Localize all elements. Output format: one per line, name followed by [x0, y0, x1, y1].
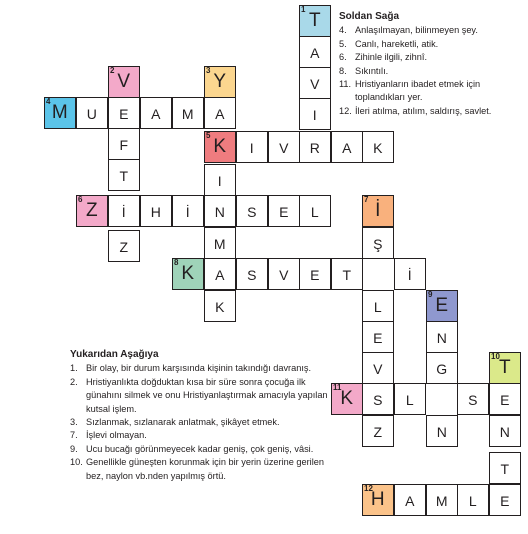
cell-letter: F: [119, 137, 129, 153]
grid-cell[interactable]: [204, 97, 236, 129]
cell-letter: N: [214, 204, 226, 220]
clue-number: 3: [206, 66, 211, 75]
cell-letter: A: [405, 493, 415, 509]
clue-number: 9: [428, 290, 433, 299]
grid-cell[interactable]: [108, 128, 140, 160]
cell-letter: S: [247, 204, 257, 220]
cell-letter: K: [181, 263, 195, 284]
cell-letter: V: [279, 140, 289, 156]
cell-letter: İ: [407, 267, 413, 283]
clue-number: 11: [333, 383, 342, 392]
across-clue-5: 5. Canlı, hareketli, atik.: [339, 38, 439, 49]
grid-cell[interactable]: [489, 383, 521, 415]
cell-letter: K: [215, 299, 225, 315]
grid-cell[interactable]: [268, 195, 300, 227]
cell-letter: U: [86, 106, 98, 122]
cell-letter: E: [500, 392, 510, 408]
grid-cell[interactable]: [457, 484, 489, 516]
cell-letter: T: [119, 168, 129, 184]
cell-letter: L: [310, 204, 320, 220]
cell-letter: Z: [85, 200, 99, 221]
grid-cell[interactable]: [108, 230, 140, 262]
grid-cell[interactable]: [172, 195, 204, 227]
grid-cell-start-7[interactable]: [362, 195, 394, 227]
cell-letter: T: [500, 461, 510, 477]
grid-cell-start-12[interactable]: [362, 484, 394, 516]
clue-number: 4: [46, 97, 51, 106]
cell-letter: H: [370, 489, 386, 510]
grid-cell[interactable]: [204, 227, 236, 259]
grid-cell[interactable]: [268, 258, 300, 290]
down-clues: [70, 348, 330, 483]
cell-letter: K: [340, 388, 354, 409]
cell-letter: M: [435, 493, 449, 509]
grid-cell[interactable]: [299, 258, 331, 290]
cell-letter: V: [117, 71, 131, 92]
cell-letter: V: [279, 267, 289, 283]
grid-cell[interactable]: [299, 98, 331, 130]
grid-cell[interactable]: [362, 227, 394, 259]
cell-letter: E: [435, 295, 449, 316]
cell-letter: İ: [375, 200, 381, 221]
grid-cell[interactable]: [489, 452, 521, 484]
cell-letter: L: [468, 493, 478, 509]
grid-cell[interactable]: [299, 67, 331, 99]
grid-cell-start-3[interactable]: [204, 66, 236, 98]
grid-cell[interactable]: [108, 159, 140, 191]
grid-cell[interactable]: [108, 97, 140, 129]
clue-number: 5: [206, 131, 211, 140]
cell-letter: E: [310, 267, 320, 283]
cell-letter: V: [310, 76, 320, 92]
cell-letter: Y: [213, 71, 227, 92]
cell-letter: A: [215, 106, 225, 122]
across-clues: [339, 10, 527, 118]
grid-cell[interactable]: [268, 131, 300, 163]
clue-number: 6: [78, 195, 83, 204]
cell-letter: M: [213, 236, 227, 252]
grid-cell[interactable]: [236, 131, 268, 163]
grid-cell-start-4[interactable]: [44, 97, 76, 129]
grid-cell[interactable]: [76, 97, 108, 129]
cell-letter: M: [51, 102, 69, 123]
grid-cell[interactable]: [204, 195, 236, 227]
cell-letter: N: [436, 330, 448, 346]
cell-letter: L: [373, 299, 383, 315]
grid-cell[interactable]: [489, 415, 521, 447]
cell-letter: N: [499, 424, 511, 440]
grid-cell[interactable]: [140, 195, 172, 227]
grid-cell-start-1[interactable]: [299, 5, 331, 37]
clue-number: 2: [110, 66, 115, 75]
grid-cell[interactable]: [204, 290, 236, 322]
cell-letter: İ: [185, 204, 191, 220]
grid-cell[interactable]: [362, 131, 394, 163]
down-clue-9: 9. Ucu bucağı görünmeyecek kadar geniş, çok geniş, vâsi.: [70, 443, 314, 454]
down-clue-1: 1. Bir olay, bir durum karşısında kişinin takındığı davranış.: [70, 363, 312, 374]
cell-letter: A: [342, 140, 352, 156]
grid-cell-start-2[interactable]: [108, 66, 140, 98]
cell-letter: A: [310, 45, 320, 61]
grid-cell[interactable]: [362, 383, 394, 415]
grid-cell[interactable]: [489, 484, 521, 516]
grid-cell-start-10[interactable]: [489, 352, 521, 384]
grid-cell[interactable]: [299, 36, 331, 68]
grid-cell[interactable]: [236, 258, 268, 290]
grid-cell[interactable]: [299, 195, 331, 227]
cell-letter: K: [213, 136, 227, 157]
cell-letter: M: [181, 106, 195, 122]
cell-letter: L: [405, 392, 415, 408]
clue-number: 10: [491, 352, 500, 361]
grid-cell[interactable]: [457, 383, 489, 415]
grid-cell[interactable]: [204, 164, 236, 196]
down-heading: Yukarıdan Aşağıya: [70, 349, 159, 360]
grid-cell[interactable]: [362, 352, 394, 384]
grid-cell[interactable]: [140, 97, 172, 129]
grid-cell-start-11[interactable]: [331, 383, 363, 415]
cell-letter: A: [151, 106, 161, 122]
cell-letter: T: [308, 10, 322, 31]
cell-letter: Z: [373, 424, 383, 440]
grid-cell[interactable]: [108, 195, 140, 227]
cell-letter: T: [498, 357, 512, 378]
across-heading: Soldan Sağa: [339, 11, 400, 22]
grid-cell-start-9[interactable]: [426, 290, 458, 322]
cell-letter: I: [217, 173, 223, 189]
down-clue-7: 7. İşlevi olmayan.: [70, 430, 147, 441]
grid-cell[interactable]: [362, 290, 394, 322]
grid-cell[interactable]: [331, 258, 363, 290]
cell-letter: E: [373, 330, 383, 346]
down-clue-3: 3. Sızlanmak, sızlanarak anlatmak, şikâyet etmek.: [70, 417, 280, 428]
grid-cell[interactable]: [426, 484, 458, 516]
grid-cell-start-6[interactable]: [76, 195, 108, 227]
cell-letter: H: [150, 204, 162, 220]
grid-cell[interactable]: [394, 383, 426, 415]
cell-letter: S: [373, 392, 383, 408]
cell-letter: K: [373, 140, 383, 156]
grid-cell[interactable]: [331, 131, 363, 163]
cell-letter: İ: [121, 204, 127, 220]
cell-letter: G: [436, 361, 448, 377]
grid-cell-start-5[interactable]: [204, 131, 236, 163]
clue-number: 7: [364, 195, 369, 204]
across-clue-11: 11. Hristiyanların ibadet etmek için toplandıkları yer.: [339, 79, 481, 103]
clue-number: 8: [174, 258, 179, 267]
cell-letter: S: [468, 392, 478, 408]
grid-cell[interactable]: [172, 97, 204, 129]
grid-cell[interactable]: [204, 258, 236, 290]
grid-cell[interactable]: [426, 352, 458, 384]
across-clue-4: 4. Anlaşılmayan, bilinmeyen şey.: [339, 25, 478, 36]
clue-number: 1: [301, 5, 306, 14]
across-clue-12: 12. İleri atılma, atılım, saldırış, savlet.: [339, 105, 492, 116]
across-clue-8: 8. Sıkıntılı.: [339, 65, 389, 76]
cell-letter: E: [119, 106, 129, 122]
grid-cell[interactable]: [394, 484, 426, 516]
grid-cell[interactable]: [362, 415, 394, 447]
grid-cell[interactable]: [236, 195, 268, 227]
across-clue-6: 6. Zihinle ilgili, zihnî.: [339, 52, 427, 63]
grid-cell[interactable]: [426, 321, 458, 353]
grid-cell-start-8[interactable]: [172, 258, 204, 290]
clue-number: 12: [364, 484, 373, 493]
cell-letter: E: [279, 204, 289, 220]
cell-letter: Ş: [373, 236, 383, 252]
cell-letter: T: [342, 267, 352, 283]
cell-letter: E: [500, 493, 510, 509]
down-clue-10: 10. Genellikle güneşten korunmak için bir yerin üzerine gerilen bez, naylon vb.nden yapılmış örtü.: [70, 457, 324, 481]
cell-letter: S: [247, 267, 257, 283]
cell-letter: R: [309, 140, 321, 156]
grid-cell[interactable]: [362, 321, 394, 353]
down-clue-2: 2. Hristiyanlıkta doğduktan kısa bir süre sonra çocuğa ilk günahını silmek ve onu Hristiyanlaştırmak amacıyla yapılan kutsal işlem.: [70, 376, 328, 414]
cell-letter: A: [215, 267, 225, 283]
grid-cell[interactable]: [299, 131, 331, 163]
grid-cell[interactable]: [426, 415, 458, 447]
cell-letter: V: [373, 361, 383, 377]
cell-letter: Z: [119, 239, 129, 255]
cell-letter: N: [436, 424, 448, 440]
grid-cell[interactable]: [394, 258, 426, 290]
cell-letter: I: [312, 107, 318, 123]
cell-letter: I: [249, 140, 255, 156]
